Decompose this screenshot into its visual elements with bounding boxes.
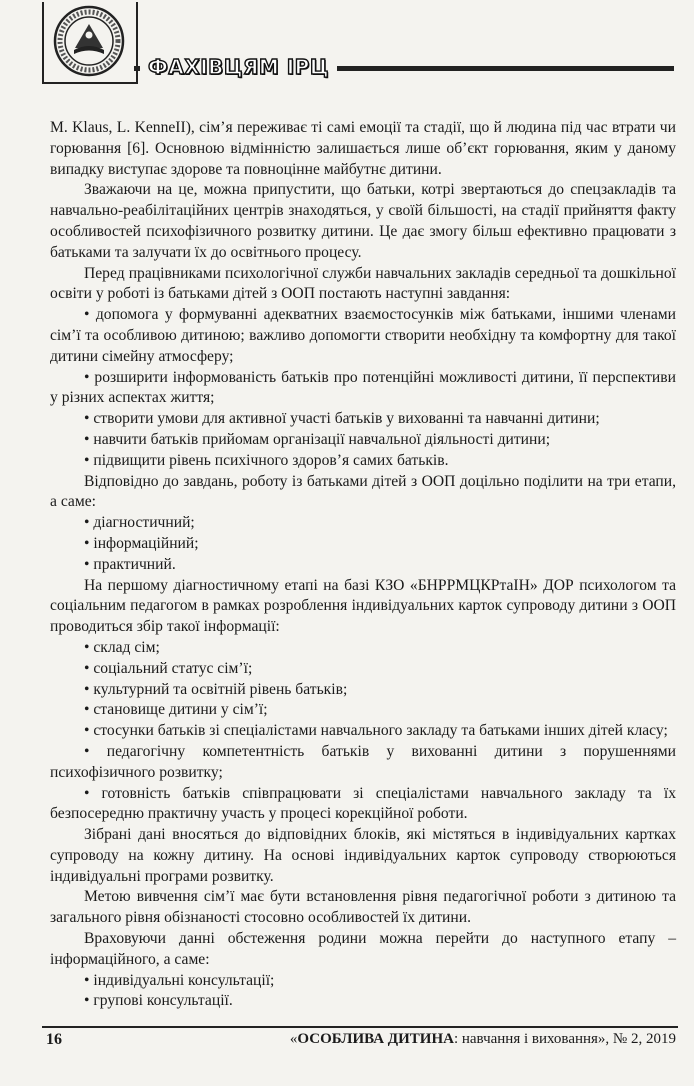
journal-name: ОСОБЛИВА ДИТИНА — [297, 1031, 454, 1047]
bullet-item: • готовність батьків співпрацювати зі спеціалістами навчального закладу та їх безпосередню практичну участь у процесі корекційної роботи. — [50, 784, 676, 823]
bullet-item: • допомога у формуванні адекватних взаємостосунків між батьками, іншими членами сім’ї та особливою дитиною; важливо допомогти створити необхідну та комфортну для такої дитини сімейну атмосферу; — [50, 306, 676, 365]
bullet-item: • склад сім; — [84, 638, 160, 656]
paragraph: Зважаючи на це, можна припустити, що батьки, котрі звертаються до спецзакладів та навчально-реабілітаційних центрів знаходяться, у своїй більшості, на стадії прийняття факту особливостей психофізичного розвитку дитини. Це дає змогу більш ефективно працювати з батьками та залучати їх до освітнього процесу. — [50, 181, 676, 261]
bullet-item: • інформаційний; — [84, 534, 199, 552]
journal-open-quote: « — [289, 1031, 298, 1047]
institution-seal-icon — [50, 4, 128, 78]
section-title: ФАХІВЦЯМ ІРЦ — [140, 54, 337, 80]
bullet-item: • підвищити рівень психічного здоров’я самих батьків. — [84, 451, 449, 469]
paragraph: На першому діагностичному етапі на базі КЗО «БНРРМЦКРтаІН» ДОР психологом та соціальним педагогом в рамках розроблення індивідуальних карток супроводу дитини з ООП проводиться збір такої інформації: — [50, 576, 676, 636]
bullet-item: • групові консультації. — [84, 992, 233, 1010]
journal-issue: : навчання і виховання», № 2, 2019 — [453, 1031, 676, 1047]
article-body — [50, 118, 676, 1012]
paragraph: M. Klaus, L. KenneII), сім’я переживає ті самі емоції та стадії, що й людина під час втрати чи горювання [6]. Основною відмінністю залишається лише об’єкт горювання, яким у даному випадку виступає здорове та повноцінне майбутнє дитини. — [50, 119, 676, 178]
paragraph: Враховуючи данні обстеження родини можна перейти до наступного етапу – інформаційного, а саме: — [50, 930, 676, 968]
bullet-item: • індивідуальні консультації; — [84, 971, 275, 989]
journal-title — [290, 1031, 676, 1048]
bullet-item: • розширити інформованість батьків про потенційні можливості дитини, її перспективи у різних аспектах життя; — [50, 368, 676, 407]
paragraph: Відповідно до завдань, роботу із батьками дітей з ООП доцільно поділити на три етапи, а саме: — [50, 472, 676, 511]
bullet-item: • створити умови для активної участі батьків у вихованні та навчанні дитини; — [84, 410, 600, 428]
bullet-item: • становище дитини у сім’ї; — [84, 701, 268, 719]
footer-rule — [42, 1026, 678, 1028]
bullet-item: • культурний та освітній рівень батьків; — [84, 680, 348, 698]
paragraph: Перед працівниками психологічної служби навчальних закладів середньої та дошкільної освіти у роботі із батьками дітей з ООП постають наступні завдання: — [50, 264, 676, 303]
page-number: 16 — [46, 1031, 62, 1048]
bullet-item: • соціальний статус сім’ї; — [84, 659, 253, 677]
paragraph: Метою вивчення сім’ї має бути встановлення рівня педагогічної роботи з дитиною та загального рівня обізнаності стосовно особливостей їх дитини. — [50, 888, 676, 927]
bullet-item: • педагогічну компетентність батьків у вихованні дитини з порушеннями психофізичного розвитку; — [50, 742, 676, 781]
bullet-item: • стосунки батьків зі спеціалістами навчального закладу та батьками інших дітей класу; — [84, 722, 668, 740]
header-logo — [42, 2, 138, 84]
bullet-item: • практичний. — [84, 555, 176, 573]
bullet-item: • діагностичний; — [84, 514, 195, 532]
paragraph: Зібрані дані вносяться до відповідних блоків, які містяться в індивідуальних картках супроводу на кожну дитину. На основі індивідуальних карток супроводу створюються індивідуальні програми розвитку. — [50, 826, 676, 885]
bullet-item: • навчити батьків прийомам організації навчальної діяльності дитини; — [84, 430, 551, 448]
